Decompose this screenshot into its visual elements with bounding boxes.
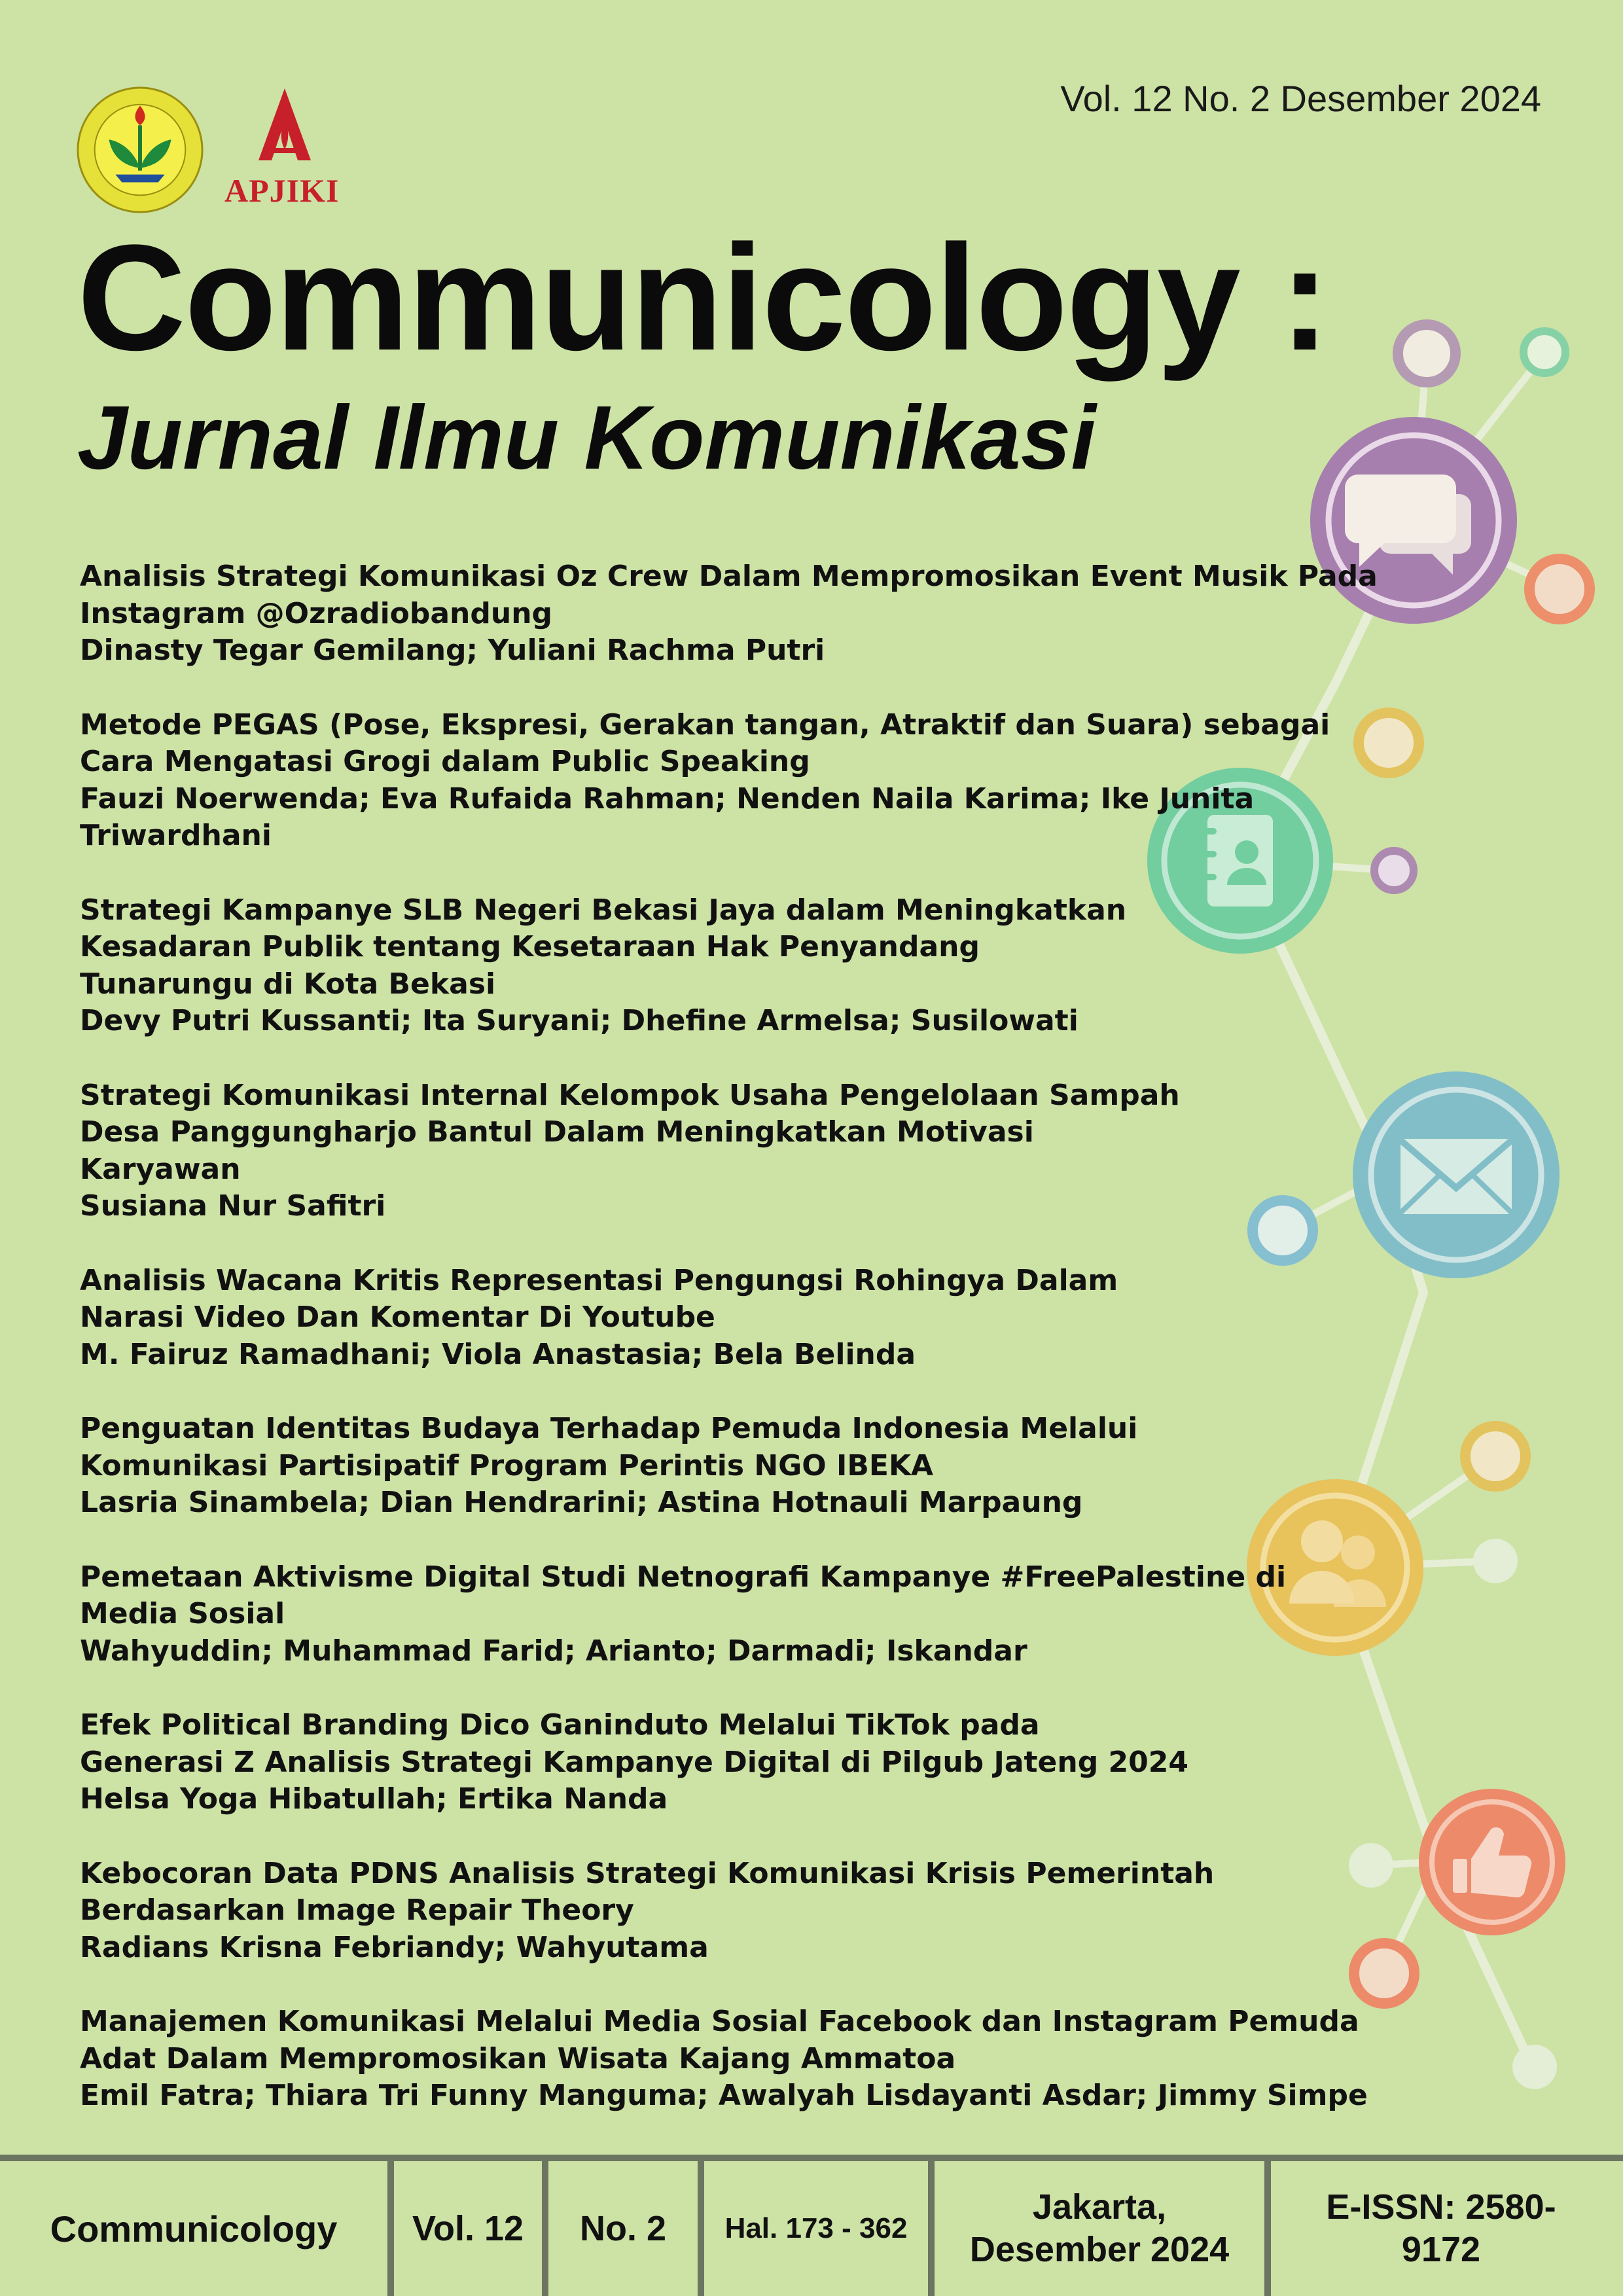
article-entry	[80, 1707, 1552, 1818]
article-authors: Susiana Nur Safitri	[80, 1189, 386, 1223]
university-seal-logo	[75, 85, 205, 215]
article-title: Narasi Video Dan Komentar Di Youtube	[80, 1300, 715, 1334]
footer-issn	[1271, 2161, 1611, 2296]
footer-date: Desember 2024	[969, 2230, 1230, 2269]
issue-info: Vol. 12 No. 2 Desember 2024	[1060, 78, 1541, 119]
footer-divider	[387, 2161, 394, 2296]
article-title: Metode PEGAS (Pose, Ekspresi, Gerakan tangan, Atraktif dan Suara) sebagai	[80, 708, 1330, 742]
article-authors: M. Fairuz Ramadhani; Viola Anastasia; Bela Belinda	[80, 1337, 916, 1371]
article-title: Efek Political Branding Dico Ganinduto Melalui TikTok pada	[80, 1708, 1040, 1742]
article-title: Pemetaan Aktivisme Digital Studi Netnografi Kampanye #FreePalestine di	[80, 1560, 1287, 1594]
footer-divider	[698, 2161, 704, 2296]
article-authors: Dinasty Tegar Gemilang; Yuliani Rachma Putri	[80, 634, 825, 667]
article-entry	[80, 1077, 1552, 1225]
article-authors: Helsa Yoga Hibatullah; Ertika Nanda	[80, 1782, 668, 1816]
article-title: Analisis Strategi Komunikasi Oz Crew Dalam Mempromosikan Event Musik Pada	[80, 560, 1378, 593]
footer-issn-line2: 9172	[1401, 2230, 1481, 2269]
article-title: Penguatan Identitas Budaya Terhadap Pemuda Indonesia Melalui	[80, 1412, 1138, 1445]
article-authors: Triwardhani	[80, 819, 272, 852]
article-entry	[80, 707, 1552, 855]
article-list	[80, 558, 1552, 2152]
footer-divider	[542, 2161, 548, 2296]
article-title: Instagram @Ozradiobandung	[80, 596, 553, 630]
article-entry	[80, 1559, 1552, 1670]
footer-bar	[0, 2161, 1623, 2296]
footer-place-date	[935, 2161, 1264, 2296]
article-title: Kebocoran Data PDNS Analisis Strategi Komunikasi Krisis Pemerintah	[80, 1856, 1215, 1890]
footer-place: Jakarta,	[1032, 2187, 1167, 2227]
article-entry	[80, 1856, 1552, 1967]
article-entry	[80, 1263, 1552, 1374]
article-authors: Wahyuddin; Muhammad Farid; Arianto; Darmadi; Iskandar	[80, 1634, 1027, 1668]
article-title: Komunikasi Partisipatif Program Perintis NGO IBEKA	[80, 1448, 934, 1482]
footer-volume: Vol. 12	[412, 2209, 524, 2248]
footer-pages: Hal. 173 - 362	[724, 2212, 908, 2244]
article-title: Desa Panggungharjo Bantul Dalam Meningkatkan Motivasi	[80, 1115, 1034, 1149]
footer-issn-line1: E-ISSN: 2580-	[1326, 2187, 1556, 2227]
article-authors: Devy Putri Kussanti; Ita Suryani; Dhefine Armelsa; Susilowati	[80, 1004, 1079, 1037]
article-authors: Radians Krisna Febriandy; Wahyutama	[80, 1930, 709, 1964]
article-title: Manajemen Komunikasi Melalui Media Sosial Facebook dan Instagram Pemuda	[80, 2005, 1359, 2038]
article-entry	[80, 1410, 1552, 1522]
article-title: Karyawan	[80, 1152, 241, 1186]
journal-subtitle: Jurnal Ilmu Komunikasi	[77, 387, 1096, 488]
article-title: Media Sosial	[80, 1597, 285, 1630]
article-authors: Emil Fatra; Thiara Tri Funny Manguma; Awalyah Lisdayanti Asdar; Jimmy Simpe	[80, 2079, 1368, 2112]
article-title: Cara Mengatasi Grogi dalam Public Speaking	[80, 745, 810, 778]
article-title: Kesadaran Publik tentang Kesetaraan Hak Penyandang	[80, 930, 980, 963]
article-title: Berdasarkan Image Repair Theory	[80, 1893, 634, 1927]
article-title: Tunarungu di Kota Bekasi	[80, 967, 496, 1001]
footer-journal: Communicology	[50, 2208, 338, 2250]
footer-rule	[0, 2155, 1623, 2161]
footer-number: No. 2	[579, 2209, 667, 2248]
article-title: Strategi Kampanye SLB Negeri Bekasi Jaya dalam Meningkatkan	[80, 893, 1127, 927]
article-title: Analisis Wacana Kritis Representasi Pengungsi Rohingya Dalam	[80, 1263, 1118, 1297]
article-title: Adat Dalam Mempromosikan Wisata Kajang Ammatoa	[80, 2041, 956, 2075]
article-title: Generasi Z Analisis Strategi Kampanye Digital di Pilgub Jateng 2024	[80, 1745, 1188, 1779]
footer-divider	[1264, 2161, 1271, 2296]
article-entry	[80, 2003, 1552, 2115]
article-title: Strategi Komunikasi Internal Kelompok Usaha Pengelolaan Sampah	[80, 1078, 1180, 1112]
article-authors: Fauzi Noerwenda; Eva Rufaida Rahman; Nenden Naila Karima; Ike Junita	[80, 781, 1255, 816]
journal-title: Communicology :	[77, 213, 1329, 382]
article-entry	[80, 892, 1552, 1040]
footer-divider	[928, 2161, 935, 2296]
article-authors: Lasria Sinambela; Dian Hendrarini; Astina Hotnauli Marpaung	[80, 1486, 1083, 1519]
article-entry	[80, 558, 1552, 670]
apjiki-wordmark: APJIKI	[224, 172, 340, 209]
